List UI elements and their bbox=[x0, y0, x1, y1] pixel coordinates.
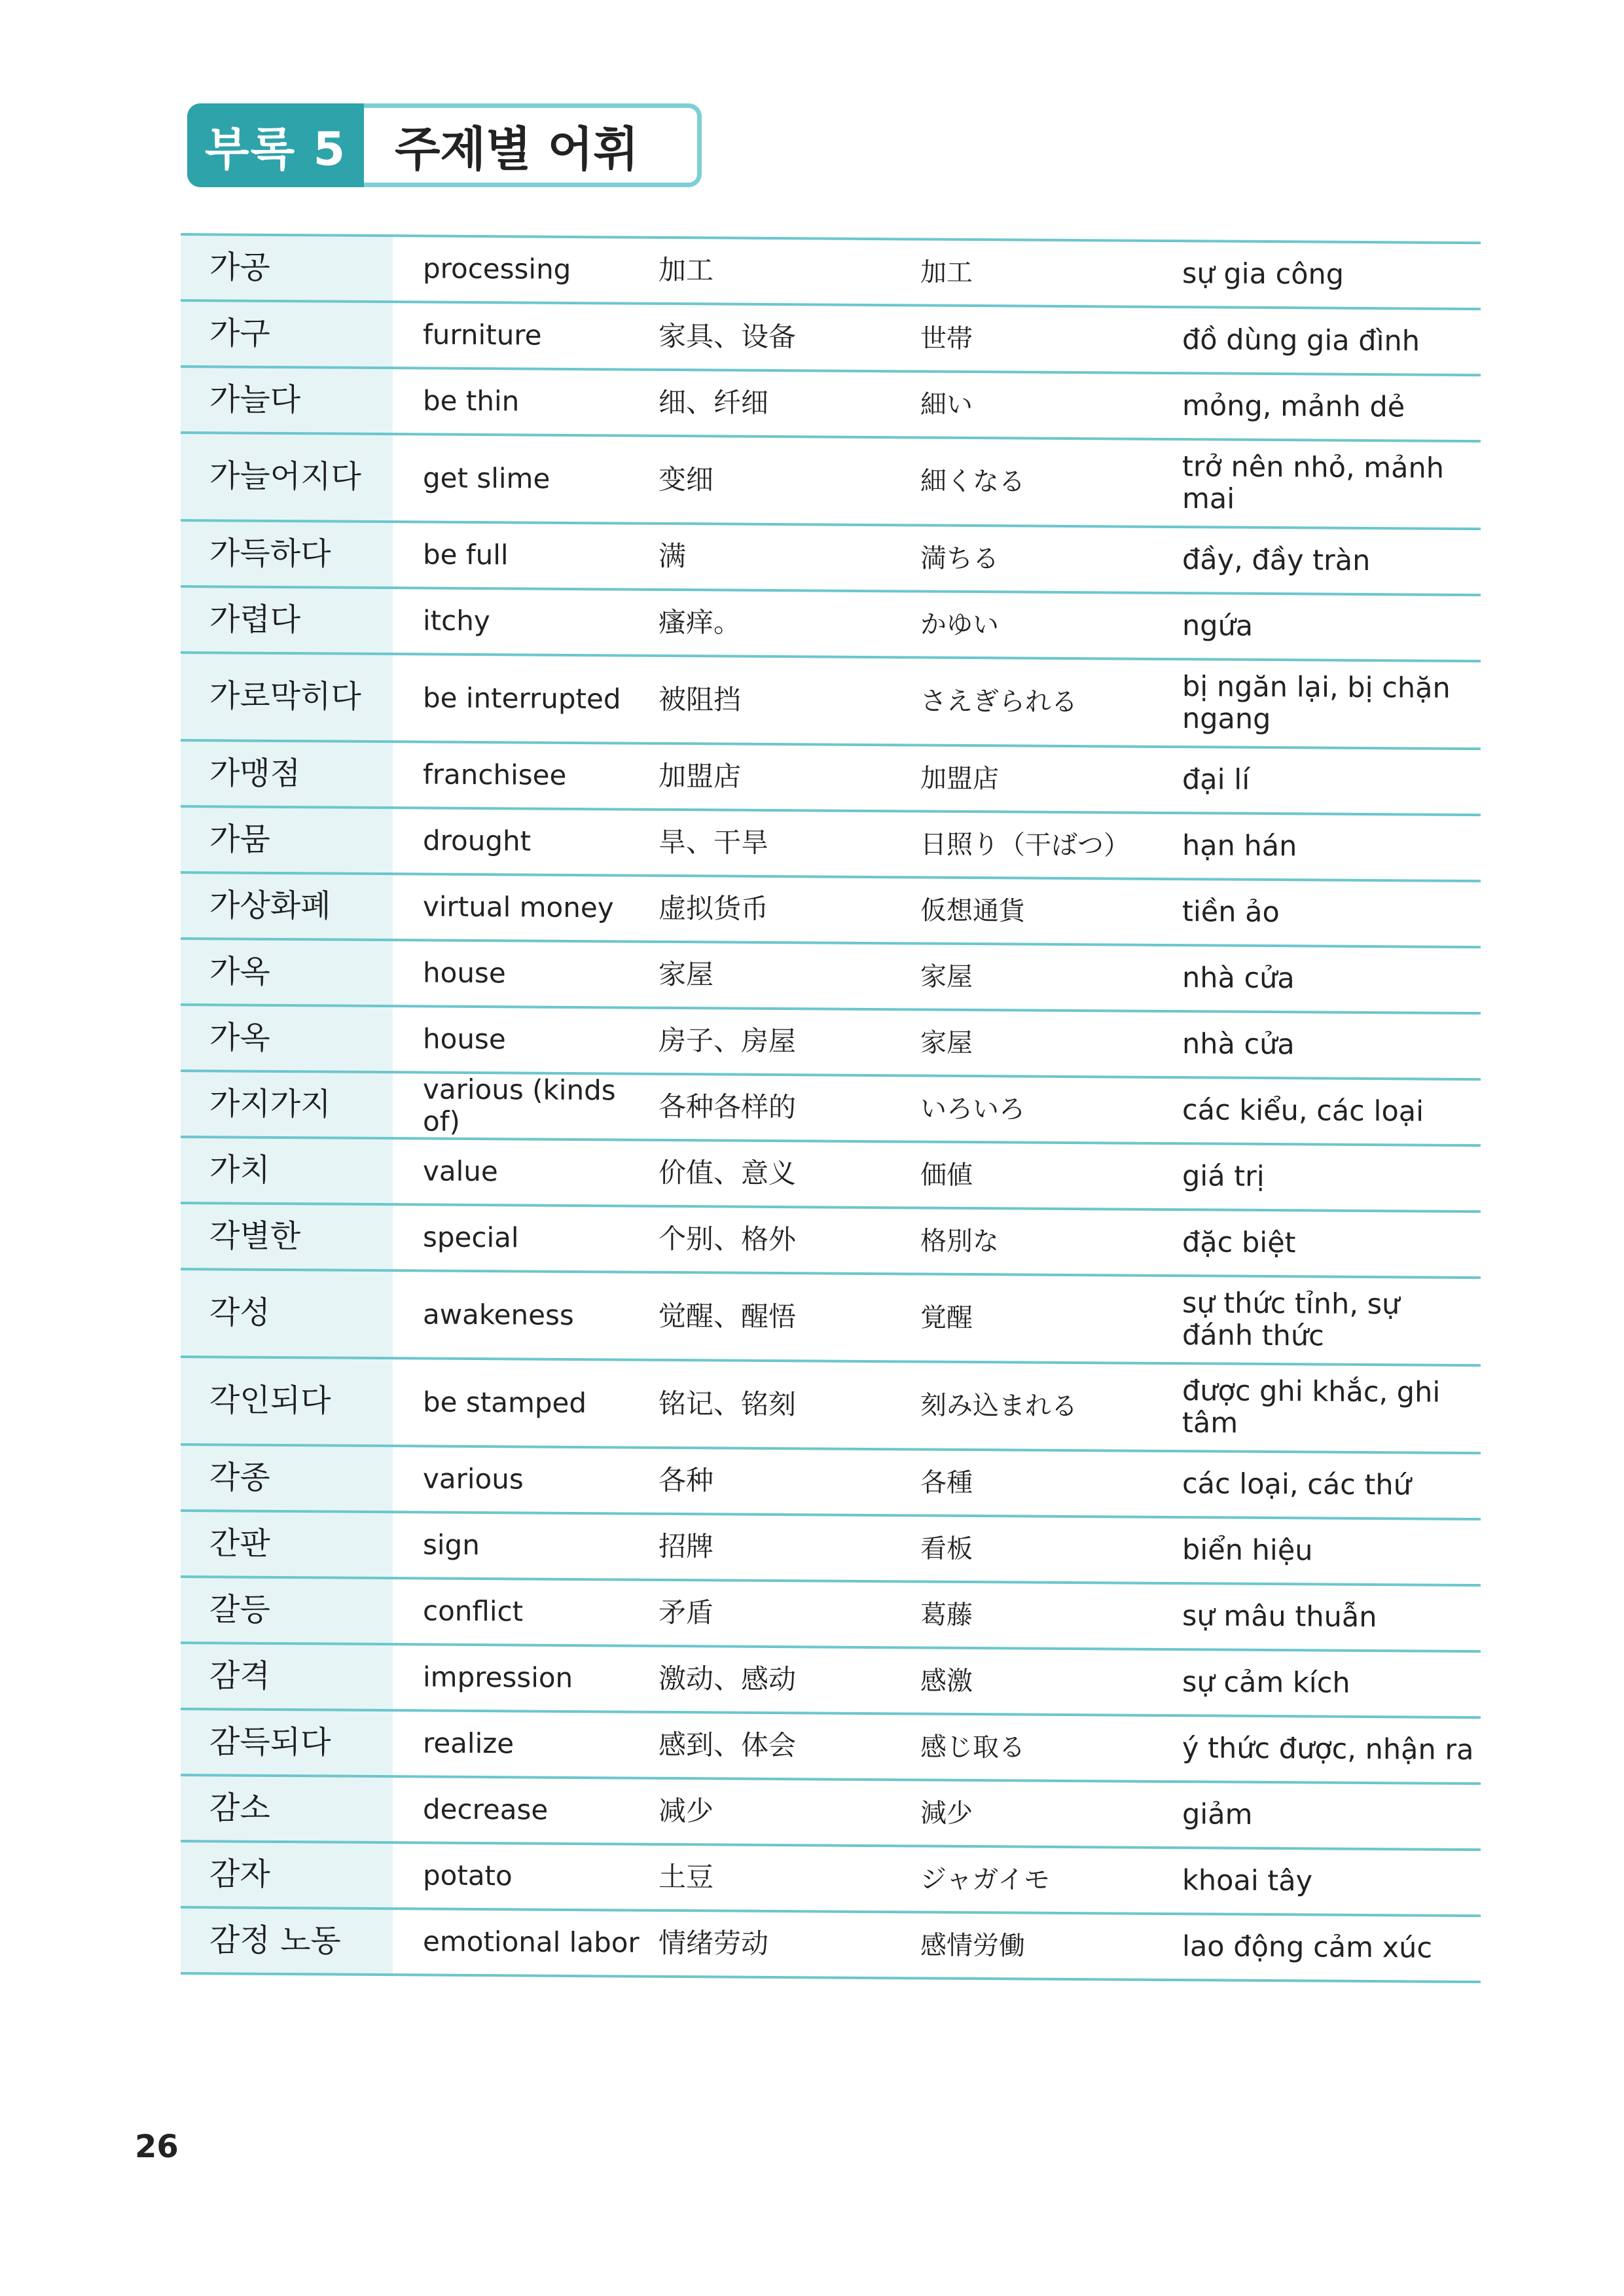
vietnamese-meaning: đặc biệt bbox=[1182, 1210, 1481, 1278]
english-meaning: sign bbox=[393, 1512, 659, 1580]
chinese-meaning: 加盟店 bbox=[659, 744, 920, 812]
table-row bbox=[181, 939, 1481, 1013]
vietnamese-meaning: mỏng, mảnh dẻ bbox=[1182, 373, 1481, 441]
japanese-meaning: 感激 bbox=[920, 1647, 1182, 1715]
korean-word: 각종 bbox=[181, 1444, 393, 1512]
chinese-meaning: 土豆 bbox=[659, 1844, 920, 1912]
table-row bbox=[181, 586, 1481, 661]
page-title: 주제별 어휘 bbox=[395, 122, 639, 177]
japanese-meaning: かゆい bbox=[920, 591, 1182, 659]
table-row bbox=[181, 653, 1481, 749]
english-meaning: franchisee bbox=[393, 742, 659, 810]
korean-word: 가늘어지다 bbox=[181, 433, 393, 522]
table-row bbox=[181, 234, 1481, 309]
english-meaning: house bbox=[393, 940, 659, 1008]
english-meaning: conflict bbox=[393, 1578, 659, 1646]
vietnamese-meaning: đại lí bbox=[1182, 747, 1481, 815]
vietnamese-meaning: các loại, các thứ bbox=[1182, 1451, 1481, 1519]
korean-word: 가공 bbox=[181, 234, 393, 302]
chinese-meaning: 减少 bbox=[659, 1778, 920, 1846]
table-row bbox=[181, 1907, 1481, 1982]
chinese-meaning: 满 bbox=[659, 524, 920, 592]
table-row bbox=[181, 1005, 1481, 1079]
english-meaning: decrease bbox=[393, 1776, 659, 1844]
japanese-meaning: 細い bbox=[920, 371, 1182, 439]
korean-word: 가구 bbox=[181, 300, 393, 368]
korean-word: 감격 bbox=[181, 1643, 393, 1710]
vietnamese-meaning: nhà cửa bbox=[1182, 945, 1481, 1013]
vietnamese-meaning: sự gia công bbox=[1182, 241, 1481, 309]
vietnamese-meaning: được ghi khắc, ghi tâm bbox=[1182, 1363, 1481, 1453]
english-meaning: virtual money bbox=[393, 874, 659, 942]
table-row bbox=[181, 300, 1481, 375]
table-row bbox=[181, 1203, 1481, 1278]
japanese-meaning: いろいろ bbox=[920, 1075, 1182, 1143]
korean-word: 감정 노동 bbox=[181, 1907, 393, 1975]
vietnamese-meaning: sự cảm kích bbox=[1182, 1649, 1481, 1717]
english-meaning: itchy bbox=[393, 588, 659, 656]
korean-word: 감소 bbox=[181, 1775, 393, 1842]
table-row bbox=[181, 1643, 1481, 1717]
table-row bbox=[181, 1775, 1481, 1850]
japanese-meaning: 覚醒 bbox=[920, 1274, 1182, 1363]
chinese-meaning: 矛盾 bbox=[659, 1580, 920, 1648]
table-row bbox=[181, 740, 1481, 815]
japanese-meaning: 格別な bbox=[920, 1208, 1182, 1276]
chinese-meaning: 细、纤细 bbox=[659, 370, 920, 438]
japanese-meaning: 感情労働 bbox=[920, 1912, 1182, 1980]
vietnamese-meaning: hạn hán bbox=[1182, 813, 1481, 881]
appendix-header bbox=[187, 103, 702, 187]
chinese-meaning: 激动、感动 bbox=[659, 1646, 920, 1714]
korean-word: 가늘다 bbox=[181, 367, 393, 434]
english-meaning: realize bbox=[393, 1710, 659, 1778]
english-meaning: be stamped bbox=[393, 1358, 659, 1448]
japanese-meaning: 葛藤 bbox=[920, 1581, 1182, 1649]
chinese-meaning: 房子、房屋 bbox=[659, 1008, 920, 1076]
chinese-meaning: 个别、格外 bbox=[659, 1206, 920, 1274]
japanese-meaning: 仮想通貨 bbox=[920, 877, 1182, 945]
english-meaning: value bbox=[393, 1138, 659, 1206]
korean-word: 감자 bbox=[181, 1841, 393, 1909]
korean-word: 가지가지 bbox=[181, 1071, 393, 1138]
vietnamese-meaning: ngứa bbox=[1182, 593, 1481, 661]
korean-word: 가렵다 bbox=[181, 586, 393, 654]
chinese-meaning: 各种各样的 bbox=[659, 1074, 920, 1142]
table-row bbox=[181, 806, 1481, 881]
japanese-meaning: 各種 bbox=[920, 1449, 1182, 1517]
japanese-meaning: 加盟店 bbox=[920, 745, 1182, 813]
chinese-meaning: 各种 bbox=[659, 1448, 920, 1516]
japanese-meaning: 感じ取る bbox=[920, 1713, 1182, 1782]
table-row bbox=[181, 1841, 1481, 1916]
japanese-meaning: 刻み込まれる bbox=[920, 1361, 1182, 1451]
english-meaning: potato bbox=[393, 1842, 659, 1910]
english-meaning: get slime bbox=[393, 434, 659, 524]
table-row bbox=[181, 1357, 1481, 1453]
japanese-meaning: 減少 bbox=[920, 1780, 1182, 1848]
chinese-meaning: 旱、干旱 bbox=[659, 810, 920, 878]
chinese-meaning: 瘙痒。 bbox=[659, 590, 920, 658]
japanese-meaning: ジャガイモ bbox=[920, 1846, 1182, 1914]
korean-word: 가맹점 bbox=[181, 740, 393, 808]
table-row bbox=[181, 872, 1481, 947]
japanese-meaning: 価値 bbox=[920, 1141, 1182, 1210]
korean-word: 간판 bbox=[181, 1511, 393, 1578]
chinese-meaning: 被阻挡 bbox=[659, 656, 920, 745]
korean-word: 가득하다 bbox=[181, 520, 393, 588]
chinese-meaning: 虚拟货币 bbox=[659, 876, 920, 944]
korean-word: 가로막히다 bbox=[181, 653, 393, 742]
english-meaning: various (kinds of) bbox=[393, 1072, 659, 1140]
vietnamese-meaning: khoai tây bbox=[1182, 1848, 1481, 1916]
english-meaning: be full bbox=[393, 522, 659, 590]
vietnamese-meaning: trở nên nhỏ, mảnh mai bbox=[1182, 439, 1481, 529]
japanese-meaning: さえぎられる bbox=[920, 657, 1182, 747]
japanese-meaning: 細くなる bbox=[920, 437, 1182, 527]
chinese-meaning: 价值、意义 bbox=[659, 1140, 920, 1208]
table-row bbox=[181, 1511, 1481, 1585]
chinese-meaning: 铭记、铭刻 bbox=[659, 1360, 920, 1450]
vietnamese-meaning: đầy, đầy tràn bbox=[1182, 527, 1481, 595]
korean-word: 각별한 bbox=[181, 1203, 393, 1270]
chinese-meaning: 情绪劳动 bbox=[659, 1910, 920, 1979]
english-meaning: emotional labor bbox=[393, 1909, 659, 1977]
appendix-badge: 부록 5 bbox=[187, 103, 364, 187]
table-row bbox=[181, 1269, 1481, 1365]
english-meaning: house bbox=[393, 1006, 659, 1074]
chinese-meaning: 加工 bbox=[659, 238, 920, 306]
english-meaning: be interrupted bbox=[393, 654, 659, 744]
vietnamese-meaning: giá trị bbox=[1182, 1143, 1481, 1211]
vietnamese-meaning: sự thức tỉnh, sự đánh thức bbox=[1182, 1276, 1481, 1365]
english-meaning: processing bbox=[393, 236, 659, 304]
vietnamese-meaning: biển hiệu bbox=[1182, 1517, 1481, 1585]
english-meaning: special bbox=[393, 1204, 659, 1272]
japanese-meaning: 世帯 bbox=[920, 305, 1182, 373]
vietnamese-meaning: các kiểu, các loại bbox=[1182, 1077, 1481, 1145]
korean-word: 가옥 bbox=[181, 939, 393, 1006]
korean-word: 갈등 bbox=[181, 1577, 393, 1644]
english-meaning: impression bbox=[393, 1644, 659, 1712]
japanese-meaning: 家屋 bbox=[920, 943, 1182, 1011]
chinese-meaning: 家屋 bbox=[659, 942, 920, 1010]
chinese-meaning: 觉醒、醒悟 bbox=[659, 1272, 920, 1362]
vietnamese-meaning: giảm bbox=[1182, 1782, 1481, 1850]
vocabulary-table bbox=[181, 233, 1481, 1983]
vietnamese-meaning: ý thức được, nhận ra bbox=[1182, 1715, 1481, 1784]
table-row bbox=[181, 1444, 1481, 1519]
chinese-meaning: 招牌 bbox=[659, 1514, 920, 1582]
japanese-meaning: 看板 bbox=[920, 1515, 1182, 1583]
table-row bbox=[181, 433, 1481, 529]
korean-word: 감득되다 bbox=[181, 1709, 393, 1776]
chinese-meaning: 家具、设备 bbox=[659, 304, 920, 372]
vietnamese-meaning: đồ dùng gia đình bbox=[1182, 307, 1481, 375]
table-row bbox=[181, 1709, 1481, 1784]
korean-word: 가뭄 bbox=[181, 806, 393, 874]
vietnamese-meaning: tiền ảo bbox=[1182, 879, 1481, 947]
table-row bbox=[181, 1071, 1481, 1145]
korean-word: 각성 bbox=[181, 1269, 393, 1358]
korean-word: 가옥 bbox=[181, 1005, 393, 1072]
english-meaning: be thin bbox=[393, 368, 659, 436]
korean-word: 가치 bbox=[181, 1137, 393, 1204]
korean-word: 각인되다 bbox=[181, 1357, 393, 1446]
english-meaning: furniture bbox=[393, 302, 659, 370]
english-meaning: awakeness bbox=[393, 1270, 659, 1360]
page-number: 26 bbox=[135, 2128, 179, 2165]
japanese-meaning: 日照り（干ばつ） bbox=[920, 811, 1182, 879]
table-row bbox=[181, 520, 1481, 595]
vietnamese-meaning: bị ngăn lại, bị chặn ngang bbox=[1182, 659, 1481, 749]
vietnamese-meaning: nhà cửa bbox=[1182, 1011, 1481, 1079]
chinese-meaning: 感到、体会 bbox=[659, 1712, 920, 1780]
vietnamese-meaning: lao động cảm xúc bbox=[1182, 1914, 1481, 1982]
vietnamese-meaning: sự mâu thuẫn bbox=[1182, 1583, 1481, 1651]
english-meaning: drought bbox=[393, 808, 659, 876]
english-meaning: various bbox=[393, 1446, 659, 1514]
table-row bbox=[181, 367, 1481, 441]
japanese-meaning: 満ちる bbox=[920, 525, 1182, 593]
table-row bbox=[181, 1577, 1481, 1651]
chinese-meaning: 变细 bbox=[659, 436, 920, 526]
korean-word: 가상화폐 bbox=[181, 872, 393, 940]
vocabulary-table-body bbox=[181, 234, 1481, 1982]
table-row bbox=[181, 1137, 1481, 1211]
japanese-meaning: 加工 bbox=[920, 239, 1182, 307]
japanese-meaning: 家屋 bbox=[920, 1009, 1182, 1077]
